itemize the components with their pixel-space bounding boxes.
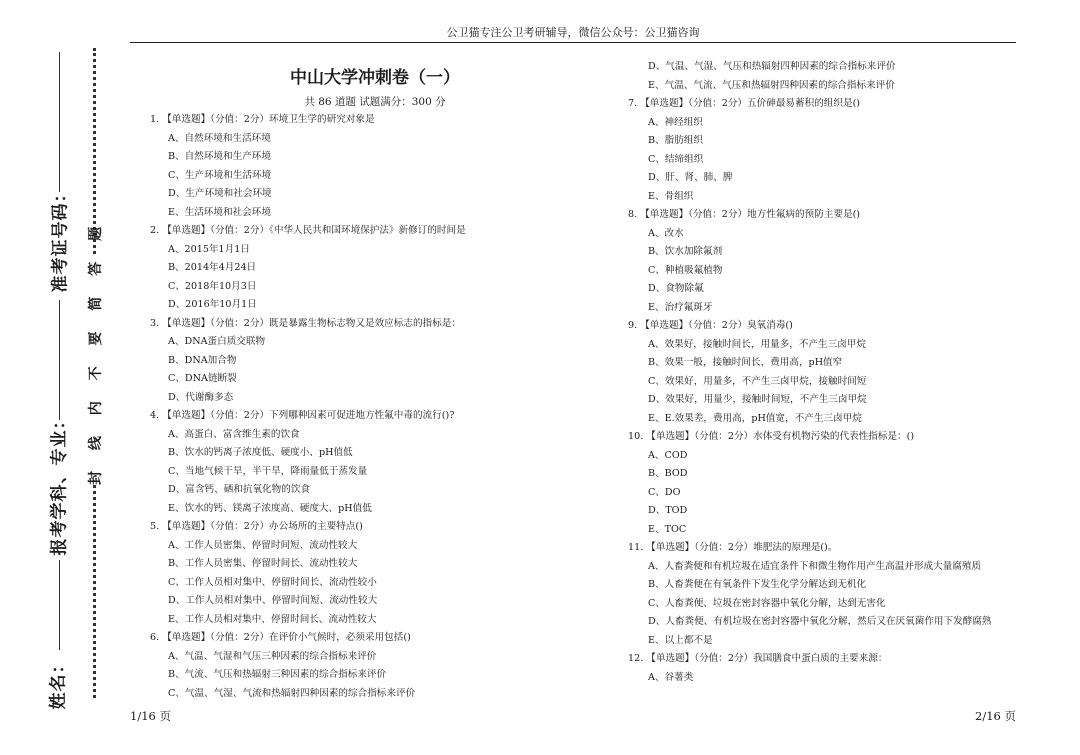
- answer-option: D、2016年10月1日: [168, 299, 257, 310]
- question-stem: 1. 【单选题】（分值：2分）环境卫生学的研究对象是: [150, 114, 375, 125]
- answer-option: A、谷薯类: [648, 671, 694, 683]
- answer-option: B、气流、气压和热辐射三种因素的综合指标来评价: [168, 669, 387, 680]
- answer-option: A、气温、气湿和气压三种因素的综合指标来评价: [168, 650, 377, 662]
- answer-option: A、2015年1月1日: [168, 243, 250, 255]
- question-stem: 11. 【单选题】（分值：2分）堆肥法的原理是()。: [628, 542, 838, 553]
- left-column: [140, 58, 610, 703]
- answer-option: D、TOD: [648, 505, 688, 516]
- answer-option: D、代谢酶多态: [168, 391, 234, 403]
- answer-option: A、DNA蛋白质交联物: [168, 336, 266, 347]
- question-stem: 3. 【单选题】（分值：2分）既是暴露生物标志物又是效应标志的指标是：: [150, 317, 461, 329]
- answer-option: B、工作人员密集、停留时间长、流动性较大: [168, 558, 358, 569]
- answer-option: B、饮水的钙离子浓度低、硬度小、pH值低: [168, 447, 353, 458]
- answer-option: C、DNA链断裂: [168, 373, 237, 384]
- answer-option: A、自然环境和生活环境: [168, 132, 271, 144]
- answer-option: C、2018年10月3日: [168, 280, 257, 292]
- name-label: 姓名：: [48, 655, 69, 710]
- answer-option: C、DO: [648, 486, 681, 498]
- answer-option: C、工作人员相对集中、停留时间长、流动性较小: [168, 576, 377, 588]
- answer-option: D、人畜粪便、有机垃圾在密封容器中氧化分解，然后又在厌氧菌作用下发酵腐熟: [648, 616, 992, 627]
- seal-text: 封 线 内 不 要 简 答 题: [85, 255, 105, 485]
- answer-option: A、COD: [648, 449, 688, 461]
- question-stem: 2. 【单选题】（分值：2分）《中华人民共和国环境保护法》新修订的时间是: [150, 225, 466, 236]
- answer-option: C、结缔组织: [648, 153, 704, 165]
- page-header-text: 公卫猫专注公卫考研辅导，微信公众号：公卫猫咨询: [446, 26, 700, 39]
- page-number-right: 2/16 页: [975, 709, 1016, 723]
- question-stem: 4. 【单选题】（分值：2分）下列哪种因素可促进地方性氟中毒的流行()?: [150, 410, 455, 421]
- answer-option: D、富含钙、硒和抗氧化物的饮食: [168, 484, 311, 495]
- answer-option: D、效果好，用量少，接触时间短，不产生三卤甲烷: [648, 394, 867, 405]
- answer-option: A、效果好，接触时间长，用量多，不产生三卤甲烷: [648, 338, 866, 350]
- question-stem: 7. 【单选题】（分值：2分）五价砷最易蓄积的组织是(): [628, 98, 861, 109]
- answer-option: B、2014年4月24日: [168, 262, 257, 273]
- exam-title: 中山大学冲刺卷（一）: [290, 68, 460, 88]
- exam-subtitle: 共 86 道题 试题满分：300 分: [304, 96, 446, 108]
- answer-option: C、种植吸氟植物: [648, 264, 723, 276]
- answer-option: A、改水: [648, 227, 684, 239]
- answer-option: A、神经组织: [648, 116, 703, 128]
- answer-option: C、人畜粪便、垃圾在密封容器中氧化分解，达到无害化: [648, 597, 886, 609]
- answer-option: C、生产环境和生活环境: [168, 169, 272, 181]
- answer-option: E、E.效果差，费用高，pH值宽，不产生三卤甲烷: [648, 412, 862, 424]
- answer-option: E、TOC: [648, 523, 687, 535]
- name-underline: [59, 560, 60, 650]
- exam-id-underline: [59, 52, 60, 192]
- exam-id-label: 准考证号码：: [50, 184, 71, 293]
- right-question-list: [618, 58, 1038, 687]
- answer-option: D、食物除氟: [648, 283, 704, 294]
- left-question-list: [140, 111, 610, 703]
- question-stem: 5. 【单选题】（分值：2分）办公场所的主要特点(): [150, 521, 363, 532]
- major-underline: [59, 300, 60, 420]
- answer-option: B、效果一般，接触时间长，费用高，pH值窄: [648, 357, 843, 368]
- major-label: 报考学科、专业：: [49, 411, 70, 556]
- question-stem: 10. 【单选题】（分值：2分）水体受有机物污染的代表性指标是：(): [628, 431, 915, 442]
- question-stem: 6. 【单选题】（分值：2分）在评价小气候时，必须采用包括(): [150, 632, 411, 643]
- answer-option: E、以上都不是: [648, 634, 713, 646]
- answer-option: E、生活环境和社会环境: [168, 206, 271, 218]
- answer-option: E、工作人员相对集中、停留时间长、流动性较大: [168, 613, 377, 625]
- answer-option: B、BOD: [648, 468, 688, 479]
- answer-option: B、人畜粪便在有氧条件下发生化学分解达到无机化: [648, 579, 867, 590]
- answer-option: E、治疗氟斑牙: [648, 301, 713, 313]
- answer-option: C、气温、气湿、气流和热辐射四种因素的综合指标来评价: [168, 687, 416, 699]
- page-number-left: 1/16 页: [130, 709, 171, 723]
- answer-option: A、工作人员密集、停留时间短、流动性较大: [168, 539, 358, 551]
- answer-option: D、气温、气湿、气压和热辐射四种因素的综合指标来评价: [648, 61, 896, 72]
- header-rule: [130, 42, 1016, 43]
- answer-option: E、饮水的钙、镁离子浓度高、硬度大、pH值低: [168, 502, 372, 514]
- answer-option: E、气温、气流、气压和热辐射四种因素的综合指标来评价: [648, 79, 895, 91]
- answer-option: B、DNA加合物: [168, 354, 237, 366]
- answer-option: A、高蛋白、富含维生素的饮食: [168, 428, 300, 440]
- answer-option: C、当地气候干旱，半干旱，降雨量低于蒸发量: [168, 465, 368, 477]
- right-column: [618, 58, 1038, 687]
- question-stem: 8. 【单选题】（分值：2分）地方性氟病的预防主要是(): [628, 209, 861, 220]
- answer-option: C、效果好，用量多，不产生三卤甲烷，接触时间短: [648, 375, 867, 387]
- answer-option: D、工作人员相对集中、停留时间短、流动性较大: [168, 595, 378, 606]
- answer-option: B、脂肪组织: [648, 135, 704, 146]
- answer-option: A、人畜粪便和有机垃圾在适宜条件下和微生物作用产生高温并形成大量腐殖质: [648, 560, 982, 572]
- answer-option: E、骨组织: [648, 190, 694, 202]
- answer-option: D、肝、肾、肺、脾: [648, 172, 733, 183]
- question-stem: 12. 【单选题】（分值：2分）我国膳食中蛋白质的主要来源：: [628, 653, 888, 664]
- answer-option: D、生产环境和社会环境: [168, 188, 272, 199]
- answer-option: B、饮水加除氟剂: [648, 246, 723, 257]
- answer-option: B、自然环境和生产环境: [168, 151, 271, 162]
- question-stem: 9. 【单选题】（分值：2分）臭氧消毒(): [628, 320, 793, 331]
